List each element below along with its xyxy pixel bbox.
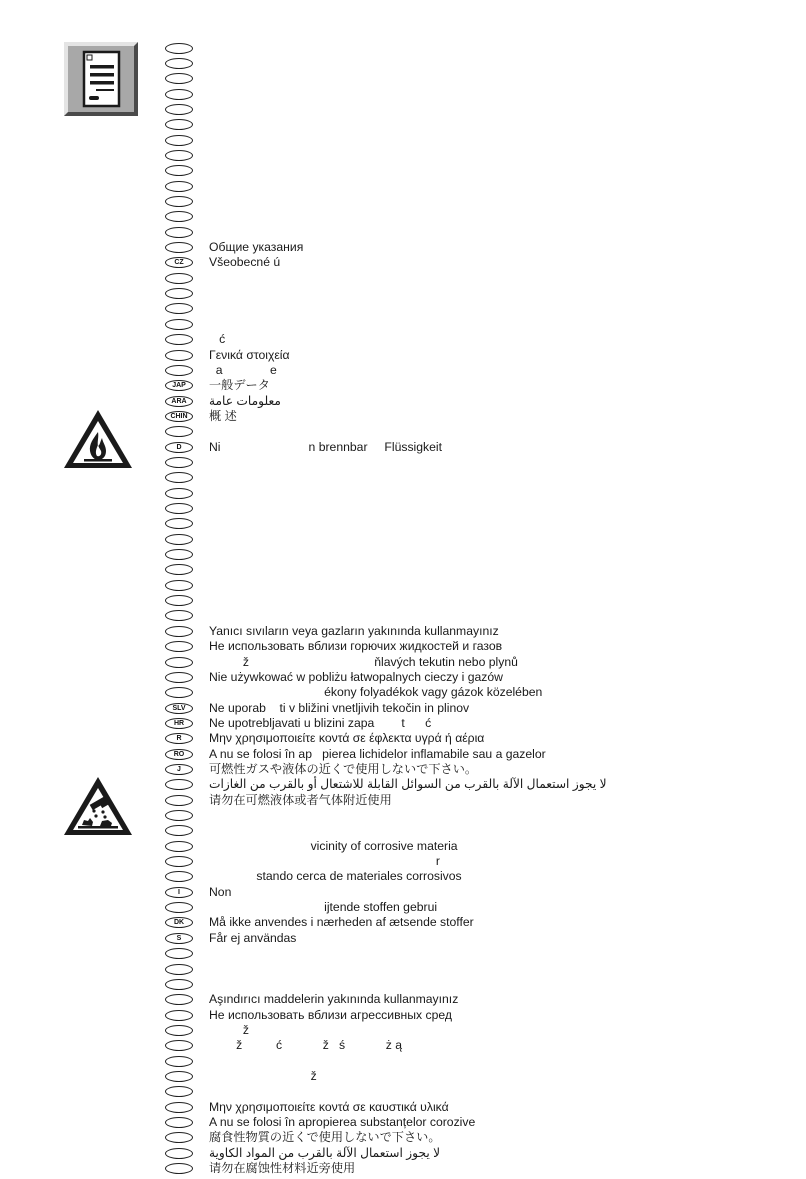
language-code-badge xyxy=(165,580,193,591)
language-text: 可燃性ガスや液体の近くで使用しないで下さい。 xyxy=(209,761,478,776)
language-code-badge xyxy=(165,856,193,867)
language-row xyxy=(165,225,795,240)
language-text: A nu se folosi în ap pierea lichidelor inflamabile sau a gazelor xyxy=(209,746,546,761)
language-row xyxy=(165,133,795,148)
language-code-badge xyxy=(165,1163,193,1174)
language-text: stando cerca de materiales corrosivos xyxy=(209,869,462,884)
language-text: vicinity of corrosive materia xyxy=(209,838,458,853)
language-text: Ni n brennbar Flüssigkeit xyxy=(209,439,442,454)
language-row xyxy=(165,209,795,224)
language-row xyxy=(165,1115,795,1130)
language-code-badge xyxy=(165,181,193,192)
language-code-badge: S xyxy=(165,933,193,944)
language-text: 一般データ xyxy=(209,378,270,393)
language-code-badge xyxy=(165,1010,193,1021)
language-code-badge xyxy=(165,841,193,852)
language-row xyxy=(165,271,795,286)
language-text: Får ej användas xyxy=(209,930,297,945)
language-row xyxy=(165,240,795,255)
language-text: r xyxy=(209,854,440,869)
language-row xyxy=(165,747,795,762)
language-code-badge xyxy=(165,319,193,330)
language-code-badge xyxy=(165,810,193,821)
language-row xyxy=(165,486,795,501)
language-code-badge xyxy=(165,657,193,668)
language-text: Yanıcı sıvıların veya gazların yakınında kullanmayınız xyxy=(209,623,499,638)
language-row xyxy=(165,547,795,562)
language-text: Не использовать вблизи агрессивных сред xyxy=(209,1007,453,1022)
language-code-badge xyxy=(165,426,193,437)
language-row xyxy=(165,808,795,823)
language-code-badge xyxy=(165,795,193,806)
language-row xyxy=(165,562,795,577)
language-code-badge xyxy=(165,58,193,69)
language-row xyxy=(165,915,795,930)
language-row xyxy=(165,348,795,363)
language-row xyxy=(165,71,795,86)
language-code-badge xyxy=(165,104,193,115)
language-row xyxy=(165,593,795,608)
language-code-badge xyxy=(165,1025,193,1036)
language-code-badge xyxy=(165,150,193,161)
language-text: Aşındırıcı maddelerin yakınında kullanmayınız xyxy=(209,992,459,1007)
language-code-badge xyxy=(165,334,193,345)
language-row xyxy=(165,1069,795,1084)
language-text: Μην χρησιμοποιείτε κοντά σε καυστικά υλικά xyxy=(209,1099,449,1114)
language-row xyxy=(165,731,795,746)
language-text: ijtende stoffen gebrui xyxy=(209,900,438,915)
language-code-badge: ARA xyxy=(165,396,193,407)
language-code-badge xyxy=(165,165,193,176)
language-row xyxy=(165,117,795,132)
language-text: Не использовать вблизи горючих жидкостей и газов xyxy=(209,639,503,654)
language-row xyxy=(165,102,795,117)
language-row xyxy=(165,532,795,547)
language-code-badge xyxy=(165,964,193,975)
language-text: ž xyxy=(209,1022,249,1037)
language-code-badge xyxy=(165,365,193,376)
language-row xyxy=(165,1023,795,1038)
language-code-badge xyxy=(165,211,193,222)
language-code-badge xyxy=(165,595,193,606)
language-row xyxy=(165,946,795,961)
language-row xyxy=(165,823,795,838)
language-code-badge xyxy=(165,564,193,575)
language-code-badge: D xyxy=(165,442,193,453)
language-code-badge xyxy=(165,979,193,990)
language-row xyxy=(165,1084,795,1099)
language-row xyxy=(165,962,795,977)
language-row xyxy=(165,194,795,209)
language-text: ž ňlavých tekutin nebo plynů xyxy=(209,654,518,669)
language-code-badge xyxy=(165,994,193,1005)
language-code-badge xyxy=(165,641,193,652)
language-code-badge xyxy=(165,1102,193,1113)
language-code-badge xyxy=(165,1086,193,1097)
language-code-badge xyxy=(165,43,193,54)
language-code-badge xyxy=(165,488,193,499)
language-row xyxy=(165,1146,795,1161)
language-row xyxy=(165,839,795,854)
language-text: ž xyxy=(209,1068,317,1083)
language-code-badge xyxy=(165,503,193,514)
language-row xyxy=(165,394,795,409)
language-row xyxy=(165,670,795,685)
language-row xyxy=(165,317,795,332)
language-text: Non xyxy=(209,884,232,899)
language-code-badge xyxy=(165,549,193,560)
language-text: معلومات عامة xyxy=(209,393,281,408)
language-row xyxy=(165,578,795,593)
language-text: لا يجوز استعمال الآلة بالقرب من المواد الكاوية xyxy=(209,1145,441,1160)
language-code-badge xyxy=(165,902,193,913)
language-row xyxy=(165,854,795,869)
language-text: ć xyxy=(209,332,226,347)
language-row xyxy=(165,363,795,378)
language-code-badge xyxy=(165,871,193,882)
language-row xyxy=(165,1161,795,1176)
language-code-badge: R xyxy=(165,733,193,744)
language-code-badge xyxy=(165,1148,193,1159)
language-row xyxy=(165,501,795,516)
language-text: ékony folyadékok vagy gázok közelében xyxy=(209,685,543,700)
language-code-badge xyxy=(165,534,193,545)
language-text: 请勿在可燃液体或者气体附近使用 xyxy=(209,792,392,807)
language-code-badge xyxy=(165,626,193,637)
language-code-badge xyxy=(165,303,193,314)
language-row xyxy=(165,332,795,347)
language-code-badge xyxy=(165,350,193,361)
language-code-badge xyxy=(165,672,193,683)
language-row xyxy=(165,639,795,654)
language-row xyxy=(165,1100,795,1115)
language-text: Ne uporab ti v bližini vnetljivih tekočin in plinov xyxy=(209,700,470,715)
language-row xyxy=(165,977,795,992)
language-code-badge xyxy=(165,825,193,836)
language-text: Nie używkować w pobliżu łatwopalnych cieczy i gazów xyxy=(209,669,503,684)
language-row xyxy=(165,409,795,424)
language-code-badge xyxy=(165,457,193,468)
language-row xyxy=(165,179,795,194)
language-text: 概 述 xyxy=(209,408,237,423)
language-row xyxy=(165,1130,795,1145)
language-code-badge: SLV xyxy=(165,703,193,714)
language-row xyxy=(165,163,795,178)
language-code-badge xyxy=(165,242,193,253)
language-text: Общие указания xyxy=(209,240,304,255)
language-code-badge: RO xyxy=(165,749,193,760)
language-row xyxy=(165,685,795,700)
language-code-badge xyxy=(165,273,193,284)
language-row xyxy=(165,87,795,102)
language-code-badge xyxy=(165,119,193,130)
language-code-badge: CHIN xyxy=(165,411,193,422)
language-row xyxy=(165,440,795,455)
language-row xyxy=(165,455,795,470)
language-row xyxy=(165,255,795,270)
language-code-badge xyxy=(165,135,193,146)
language-code-badge xyxy=(165,687,193,698)
language-code-badge xyxy=(165,1056,193,1067)
language-row xyxy=(165,424,795,439)
language-row xyxy=(165,41,795,56)
language-row xyxy=(165,301,795,316)
language-row xyxy=(165,716,795,731)
language-code-badge xyxy=(165,73,193,84)
language-code-badge xyxy=(165,1071,193,1082)
language-code-badge: JAP xyxy=(165,380,193,391)
language-text: 请勿在腐蚀性材料近旁使用 xyxy=(209,1161,356,1176)
language-text: Γενικά στοιχεία xyxy=(209,347,290,362)
language-row xyxy=(165,1038,795,1053)
language-row xyxy=(165,777,795,792)
language-row xyxy=(165,762,795,777)
language-code-badge xyxy=(165,779,193,790)
language-row xyxy=(165,624,795,639)
language-row xyxy=(165,992,795,1007)
language-code-badge: CZ xyxy=(165,257,193,268)
language-code-badge xyxy=(165,610,193,621)
language-code-badge xyxy=(165,948,193,959)
language-row xyxy=(165,470,795,485)
language-row xyxy=(165,608,795,623)
language-code-badge xyxy=(165,518,193,529)
language-code-badge xyxy=(165,1117,193,1128)
language-text: 腐食性物質の近くで使用しないで下さい。 xyxy=(209,1130,441,1145)
language-code-badge: J xyxy=(165,764,193,775)
language-row xyxy=(165,378,795,393)
language-text: Må ikke anvendes i nærheden af ætsende stoffer xyxy=(209,915,474,930)
language-row xyxy=(165,885,795,900)
language-code-badge xyxy=(165,288,193,299)
language-code-badge xyxy=(165,472,193,483)
language-row xyxy=(165,701,795,716)
language-text: Ne upotrebljavati u blizini zapa t ć xyxy=(209,715,432,730)
language-row xyxy=(165,793,795,808)
language-row xyxy=(165,900,795,915)
language-row xyxy=(165,1054,795,1069)
language-text: لا يجوز استعمال الآلة بالقرب من السوائل القابلة للاشتعال أو بالقرب من الغازات xyxy=(209,777,607,792)
language-text: ž ć ž ś ż ą xyxy=(209,1038,403,1053)
language-code-badge xyxy=(165,227,193,238)
language-row xyxy=(165,286,795,301)
language-code-badge xyxy=(165,196,193,207)
language-row xyxy=(165,1008,795,1023)
language-code-badge: HR xyxy=(165,718,193,729)
language-row xyxy=(165,931,795,946)
language-row xyxy=(165,655,795,670)
language-code-badge xyxy=(165,1132,193,1143)
language-code-badge: I xyxy=(165,887,193,898)
language-text: a e xyxy=(209,362,277,377)
language-row xyxy=(165,148,795,163)
language-row xyxy=(165,56,795,71)
language-text: Všeobecné ú xyxy=(209,255,281,270)
language-code-badge: DK xyxy=(165,917,193,928)
language-text: A nu se folosi în apropierea substanțelor corozive xyxy=(209,1115,476,1129)
language-code-badge xyxy=(165,89,193,100)
language-text: Μην χρησιμοποιείτε κοντά σε έφλεκτα υγρά ή αέρια xyxy=(209,731,485,746)
language-row xyxy=(165,516,795,531)
language-row xyxy=(165,869,795,884)
language-code-badge xyxy=(165,1040,193,1051)
